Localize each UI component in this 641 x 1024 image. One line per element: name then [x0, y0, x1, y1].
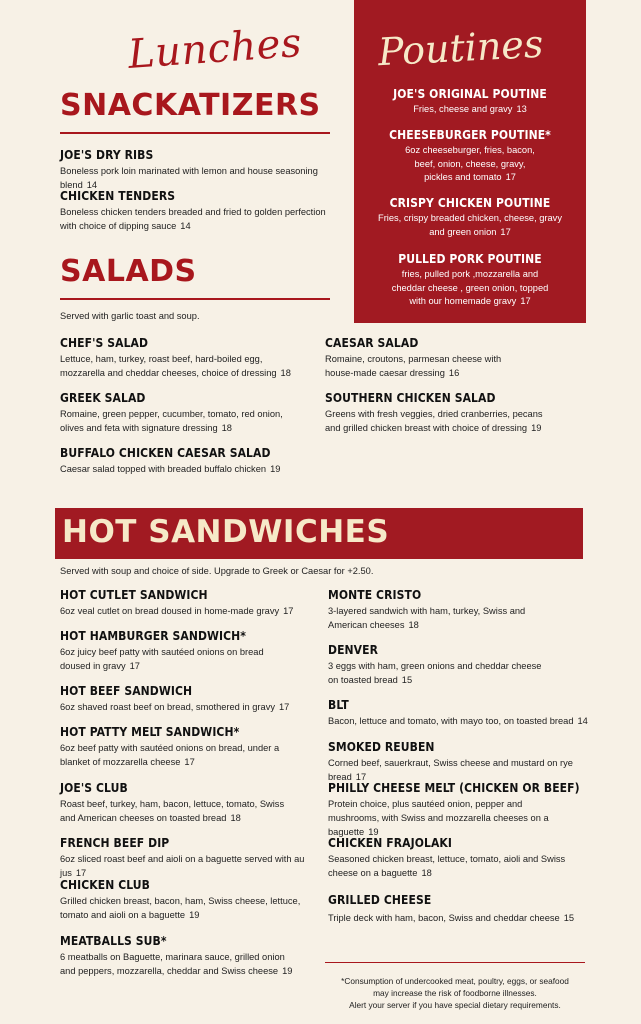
menu-item — [60, 934, 295, 978]
item-name: HOT BEEF SANDWICH — [60, 684, 193, 698]
item-name: SOUTHERN CHICKEN SALAD — [325, 391, 496, 405]
item-name: JOE'S DRY RIBS — [60, 148, 154, 162]
menu-item — [328, 893, 578, 925]
item-desc: Grilled chicken breast, bacon, ham, Swiss cheese, lettuce, tomato and aioli on a baguette 19 — [60, 896, 301, 920]
item-name: SMOKED REUBEN — [328, 740, 435, 754]
menu-item — [328, 643, 543, 687]
item-desc: Lettuce, ham, turkey, roast beef, hard-boiled egg, mozzarella and cheddar cheeses, choice of dressing 18 — [60, 354, 291, 378]
item-desc: fries, pulled pork ,mozzarella and cheddar cheese , green onion, topped with our homemade gravy 17 — [391, 269, 549, 306]
menu-item — [328, 698, 588, 728]
item-name: CHEESEBURGER POUTINE* — [389, 128, 551, 142]
item-price: 17 — [75, 868, 87, 878]
item-desc: Boneless pork loin marinated with lemon and house seasoning blend 14 — [60, 166, 318, 190]
poutine-item — [354, 128, 586, 185]
item-name: CHICKEN CLUB — [60, 878, 150, 892]
menu-item — [60, 878, 310, 922]
poutine-item — [354, 252, 586, 309]
menu-item — [60, 725, 300, 769]
menu-item — [60, 836, 320, 880]
item-name: PULLED PORK POUTINE — [398, 252, 542, 266]
item-desc: 6oz shaved roast beef on bread, smothered in gravy 17 — [60, 702, 290, 712]
snackatizers-heading: SNACKATIZERS — [60, 88, 321, 123]
item-price: 19 — [531, 423, 542, 433]
item-name: CAESAR SALAD — [325, 336, 419, 350]
menu-item — [60, 391, 300, 435]
hot-sandwiches-note: Served with soup and choice of side. Upgrade to Greek or Caesar for +2.50. — [60, 566, 374, 576]
item-name: CRISPY CHICKEN POUTINE — [389, 196, 551, 210]
item-name: JOE'S ORIGINAL POUTINE — [393, 87, 547, 101]
item-name: CHICKEN TENDERS — [60, 189, 176, 203]
item-desc: Caesar salad topped with breaded buffalo chicken 19 — [60, 464, 281, 474]
disclaimer-line1: *Consumption of undercooked meat, poultry, eggs, or seafood may increase the risk of foodborne illnesses. — [341, 976, 569, 998]
item-desc: Corned beef, sauerkraut, Swiss cheese and mustard on rye bread 17 — [328, 758, 573, 782]
lunches-title: Lunches — [126, 19, 304, 79]
item-name: GREEK SALAD — [60, 391, 146, 405]
item-name: HOT PATTY MELT SANDWICH* — [60, 725, 240, 739]
item-price: 19 — [368, 827, 379, 837]
item-name: DENVER — [328, 643, 379, 657]
item-name: FRENCH BEEF DIP — [60, 836, 170, 850]
item-price: 18 — [230, 813, 241, 823]
item-price: 19 — [189, 910, 200, 920]
item-desc: 6oz sliced roast beef and aioli on a baguette served with au jus 17 — [60, 854, 305, 878]
item-desc: 6oz beef patty with sautéed onions on bread, under a blanket of mozzarella cheese 17 — [60, 743, 280, 767]
item-name: HOT CUTLET SANDWICH — [60, 588, 208, 602]
item-price: 19 — [282, 966, 293, 976]
item-name: CHICKEN FRAJOLAKI — [328, 836, 452, 850]
menu-item — [60, 684, 300, 714]
item-desc: 6oz veal cutlet on bread doused in home-made gravy 17 — [60, 606, 294, 616]
disclaimer-rule — [325, 962, 585, 963]
menu-item — [328, 740, 588, 784]
poutines-title: Poutines — [376, 21, 545, 75]
item-name: PHILLY CHEESE MELT (CHICKEN OR BEEF) — [328, 781, 580, 795]
item-desc: Bacon, lettuce and tomato, with mayo too, on toasted bread 14 — [328, 716, 588, 726]
item-desc: Protein choice, plus sautéed onion, pepper and mushrooms, with Swiss and mozzarella cheeses on a baguette 19 — [328, 799, 549, 837]
menu-item — [60, 629, 285, 673]
item-desc: Triple deck with ham, bacon, Swiss and cheddar cheese 15 — [328, 913, 575, 923]
menu-item — [325, 391, 550, 435]
item-price: 17 — [500, 226, 511, 237]
item-price: 18 — [221, 423, 232, 433]
menu-item — [60, 148, 340, 192]
menu-item — [60, 336, 300, 380]
item-desc: Romaine, green pepper, cucumber, tomato, red onion, olives and feta with signature dressing 18 — [60, 409, 283, 433]
menu-item — [60, 446, 310, 476]
item-price: 17 — [505, 172, 516, 182]
item-price: 15 — [563, 913, 575, 923]
menu-item — [328, 836, 588, 880]
disclaimer-line2: Alert your server if you have special dietary requirements. — [349, 1000, 561, 1010]
item-price: 17 — [184, 757, 195, 767]
poutine-item — [354, 196, 586, 239]
salads-heading: SALADS — [60, 254, 197, 289]
item-desc: Seasoned chicken breast, lettuce, tomato, aioli and Swiss cheese on a baguette 18 — [328, 854, 566, 878]
item-name: HOT HAMBURGER SANDWICH* — [60, 629, 247, 643]
item-desc: Fries, cheese and gravy 13 — [413, 104, 527, 114]
menu-item — [60, 781, 285, 825]
item-desc: 3 eggs with ham, green onions and cheddar cheese on toasted bread 15 — [328, 661, 542, 685]
item-name: MONTE CRISTO — [328, 588, 422, 602]
menu-item — [325, 336, 525, 380]
item-price: 17 — [355, 772, 367, 782]
item-price: 17 — [520, 296, 531, 306]
disclaimer — [325, 975, 585, 1011]
item-price: 17 — [283, 606, 294, 616]
item-name: MEATBALLS SUB* — [60, 934, 167, 948]
item-name: CHEF'S SALAD — [60, 336, 149, 350]
item-price: 16 — [448, 368, 460, 378]
menu-item — [60, 189, 330, 233]
item-desc: Boneless chicken tenders breaded and fried to golden perfection with choice of dipping sauce 14 — [60, 207, 326, 231]
item-price: 14 — [86, 180, 98, 190]
item-price: 17 — [279, 702, 290, 712]
item-desc: 6oz cheeseburger, fries, bacon, beef, onion, cheese, gravy, pickles and tomato 17 — [405, 145, 535, 182]
item-name: BUFFALO CHICKEN CAESAR SALAD — [60, 446, 271, 460]
item-desc: Romaine, croutons, parmesan cheese with house-made caesar dressing 16 — [325, 354, 502, 378]
hot-sandwiches-heading: HOT SANDWICHES — [62, 514, 390, 550]
item-desc: Roast beef, turkey, ham, bacon, lettuce, tomato, Swiss and American cheeses on toasted bread 18 — [60, 799, 285, 823]
item-price: 15 — [401, 675, 413, 685]
item-desc: 6oz juicy beef patty with sautéed onions on bread doused in gravy 17 — [60, 647, 264, 671]
menu-item — [60, 588, 300, 618]
item-name: JOE'S CLUB — [60, 781, 128, 795]
item-price: 18 — [408, 620, 419, 630]
menu-item — [328, 588, 528, 632]
item-price: 14 — [577, 716, 588, 726]
item-price: 14 — [180, 221, 191, 231]
item-price: 17 — [129, 661, 140, 671]
item-desc: 6 meatballs on Baguette, marinara sauce, grilled onion and peppers, mozzarella, cheddar and Swiss cheese 19 — [60, 952, 293, 976]
item-price: 18 — [280, 368, 291, 378]
item-price: 18 — [421, 868, 432, 878]
item-name: GRILLED CHEESE — [328, 893, 432, 907]
salads-note: Served with garlic toast and soup. — [60, 311, 200, 321]
item-desc: Fries, crispy breaded chicken, cheese, gravy and green onion 17 — [378, 213, 562, 237]
item-desc: 3-layered sandwich with ham, turkey, Swiss and American cheeses 18 — [328, 606, 526, 630]
salads-rule — [60, 298, 330, 300]
item-price: 13 — [516, 104, 527, 114]
item-price: 19 — [270, 464, 281, 474]
item-desc: Greens with fresh veggies, dried cranberries, pecans and grilled chicken breast with choice of dressing 19 — [325, 409, 543, 433]
item-name: BLT — [328, 698, 349, 712]
poutine-item — [354, 87, 586, 117]
snackatizers-rule — [60, 132, 330, 134]
menu-item — [328, 781, 580, 839]
